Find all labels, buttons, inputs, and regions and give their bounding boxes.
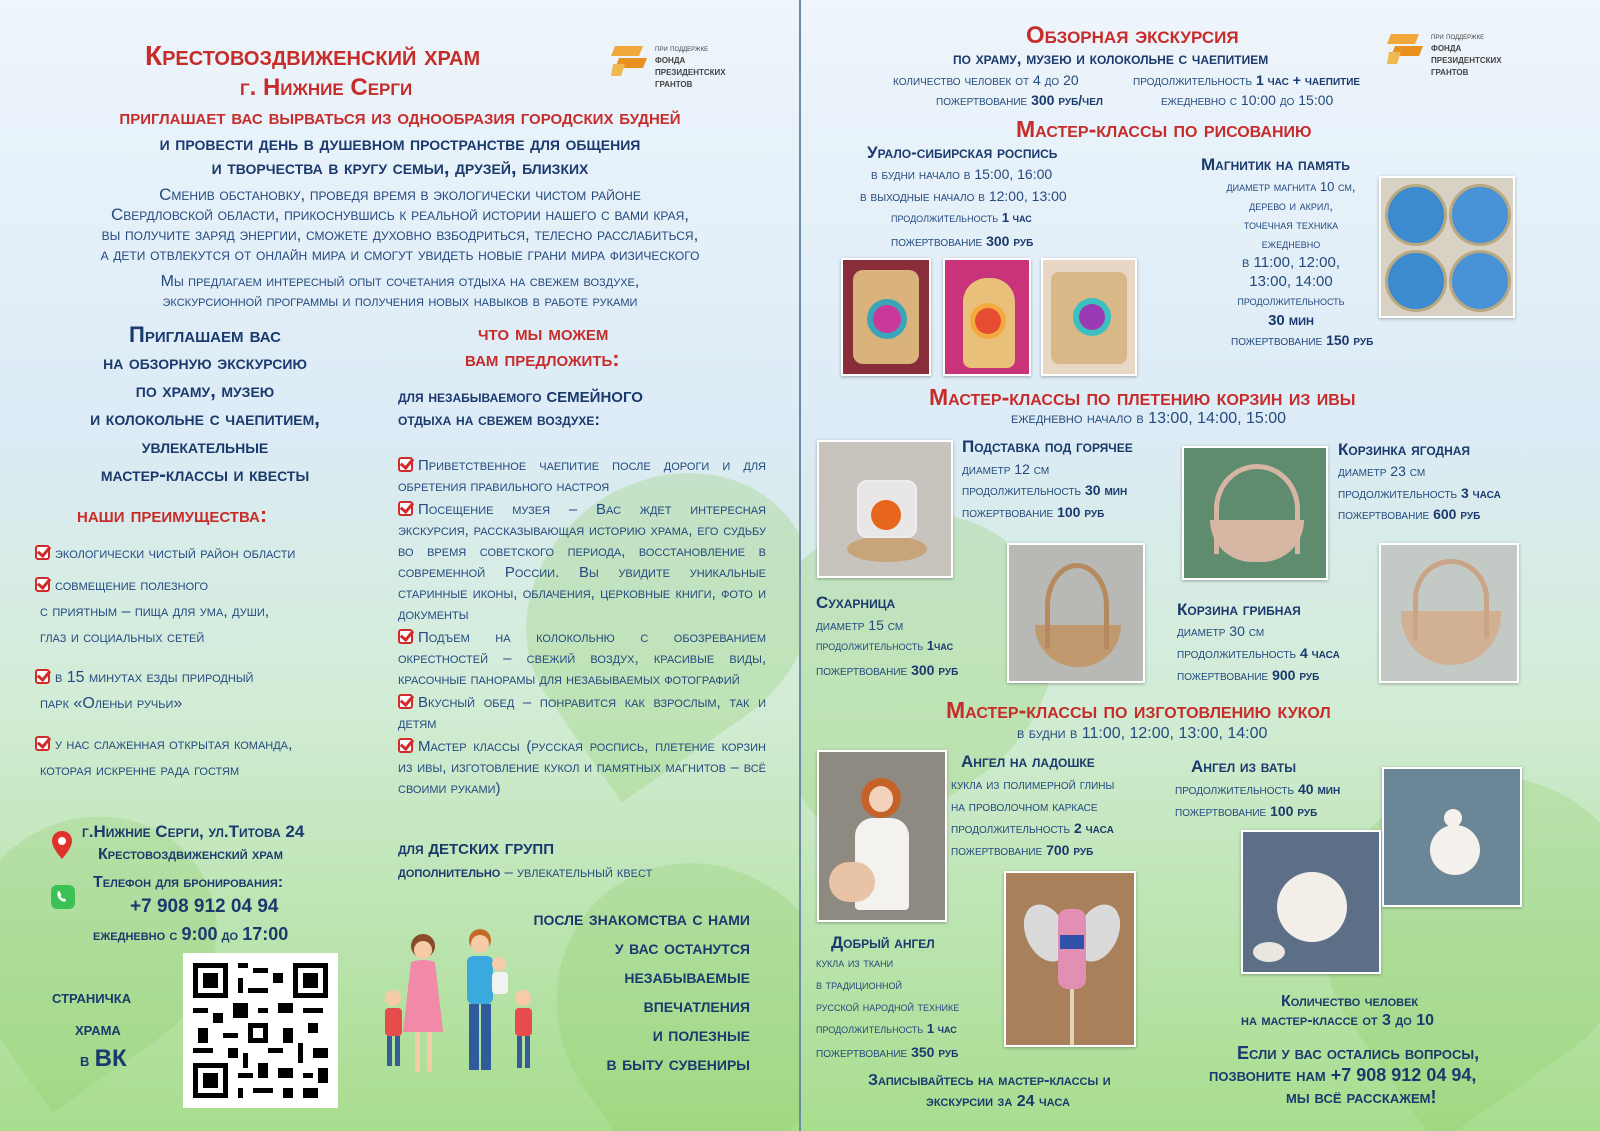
value-text: 40 мин (1297, 781, 1341, 797)
kind-angel-title: Добрый ангел (831, 933, 935, 952)
label-text: пожертвование (1175, 803, 1267, 819)
kids-groups-text: для (398, 839, 424, 858)
magnet-line: точечная техника (1243, 217, 1339, 232)
palm-angel-title: Ангел на ладошке (961, 752, 1095, 771)
hours-text: ежедневно с (93, 927, 178, 944)
offer-item (398, 499, 766, 625)
advantage-text: экологически чистый район области (55, 545, 296, 562)
label-text: пожертвование (891, 233, 983, 249)
label-text: продолжительность (1175, 781, 1295, 797)
location-pin-icon (50, 830, 74, 860)
vk-qr-code[interactable] (183, 953, 338, 1108)
kind-angel-info: в традиционной (816, 977, 902, 992)
doll-title: Мастер-классы по изготовлению кукол (946, 697, 1331, 723)
value-text: 1 час (926, 1021, 957, 1036)
invite-list-line: на обзорную экскурсию (103, 352, 307, 375)
offer-title: что мы можем (478, 320, 609, 345)
fund-text: при поддержке (1431, 31, 1485, 41)
mushroom-basket-title: Корзина грибная (1177, 600, 1301, 619)
contact-note: Если у вас остались вопросы, (1237, 1043, 1480, 1063)
hours-from: 9:00 (181, 924, 218, 944)
advantage-item (35, 577, 208, 595)
trivet-info (962, 482, 1127, 498)
intro-line: Сменив обстановку, проведя время в экологически чистом районе (159, 185, 641, 204)
invite-line: и творчества в кругу семьи, друзей, близких (211, 157, 589, 179)
whatsapp-phone-icon (50, 884, 76, 910)
ural-title: Урало-сибирская роспись (867, 143, 1058, 162)
tour-people: количество человек от 4 до 20 (893, 72, 1079, 88)
fund-text: президентских (1431, 53, 1502, 66)
offer-item (398, 692, 766, 734)
cotton-angel-info (1175, 781, 1340, 797)
trivet-info: диаметр 12 см (962, 461, 1050, 477)
offer-text: Вкусный обед – понравится как взрослым, так и детям (398, 694, 766, 732)
offer-subtitle: отдыха на свежем воздухе: (398, 410, 601, 429)
kids-note-bold: дополнительно (398, 864, 501, 881)
value-text: 700 руб (1046, 842, 1094, 858)
page-title: Крестовоздвиженский храм (145, 40, 481, 71)
basket-title: Мастер-классы по плетению корзин из ивы (929, 384, 1356, 410)
phone-number[interactable]: +7 908 912 04 94 (130, 896, 279, 917)
value-text: 300 руб/чел (1031, 92, 1103, 108)
vk-label: храма (75, 1019, 121, 1040)
value-text: 4 часа (1299, 645, 1340, 661)
contact-note[interactable]: позвоните нам +7 908 912 04 94, (1209, 1065, 1477, 1085)
advantage-text: которая искренне рада гостям (40, 762, 240, 779)
bread-basket-info (816, 639, 953, 654)
tour-price (936, 92, 1103, 108)
invite-list (35, 322, 375, 487)
bread-basket-photo (1007, 543, 1145, 683)
label-text: продолжительность (816, 1021, 924, 1036)
kids-groups (398, 836, 554, 860)
kind-angel-info: русской народной технике (816, 999, 960, 1014)
bread-basket-title: Сухарница (816, 593, 896, 612)
fund-text: грантов (1431, 66, 1469, 79)
cotton-angel-photo (1382, 767, 1522, 907)
label-text: пожертвование (1231, 332, 1323, 348)
magnet-line: диаметр магнита 10 см, (1226, 179, 1356, 194)
label-text: пожертвование (816, 662, 908, 678)
invite-list-line: и колокольне с чаепитием, (90, 408, 320, 431)
intro-line: экскурсионной программы и получения новых навыков в работе руками (162, 293, 638, 310)
value-text: 600 руб (1433, 506, 1481, 522)
label-text: продолжительность (891, 210, 999, 225)
closing-line: в быту сувениры (606, 1053, 750, 1075)
invite-list-line: по храму, музею (135, 380, 275, 403)
qr-code-icon (183, 953, 338, 1108)
offer-subtitle (398, 384, 643, 408)
offer-text: Подъем на колокольню с обозреванием окрестностей – свежий воздух, красивые виды, красочные панорамы для незабываемых фотографий (398, 629, 766, 688)
advantage-item (35, 736, 292, 754)
vk-label: страничка (52, 987, 132, 1008)
kids-groups-note (398, 864, 652, 881)
fund-logo-icon (1387, 32, 1423, 64)
fund-text: президентских (655, 65, 726, 78)
tour-subtitle: по храму, музею и колокольне с чаепитием (953, 49, 1269, 68)
ural-info (891, 211, 1032, 226)
family-illustration (375, 928, 550, 1078)
cotton-angels-photo (1241, 830, 1381, 974)
offer-item (398, 627, 766, 690)
cotton-angel-info (1175, 803, 1317, 819)
label-text: пожертвование (1177, 667, 1269, 683)
mushroom-basket-info (1177, 645, 1340, 661)
painted-board-photo (841, 258, 931, 376)
kind-angel-info (816, 1044, 958, 1060)
ural-info: в будни начало в 15:00, 16:00 (871, 166, 1053, 182)
offer-text: Посещение музея – Вас ждет интересная экскурсия, рассказывающая историю храма, его судьбу во время советского периода, восстановление в современной России. Вы увидите уникальные старинные иконы, облачения, церковные книги, фото и документы (398, 501, 766, 623)
magnets-photo (1379, 176, 1515, 318)
kind-angel-info: кукла из ткани (816, 955, 894, 970)
advantage-item (35, 669, 253, 687)
invite-list-line: мастер-классы и квесты (100, 464, 310, 487)
offer-subtitle-bold: семейного (546, 384, 643, 407)
fund-logo (655, 44, 726, 90)
address-street: г.Нижние Серги, ул.Титова 24 (82, 822, 305, 841)
fund-text: грантов (655, 78, 693, 91)
checkbox-icon (35, 577, 50, 592)
offer-subtitle-text: для незабываемого (398, 387, 542, 406)
contact-note: мы всё расскажем! (1286, 1087, 1437, 1107)
tour-duration (1133, 72, 1360, 88)
mushroom-basket-info: диаметр 30 см (1177, 623, 1265, 639)
trivet-title: Подставка под горячее (962, 437, 1133, 456)
label-text: продолжительность (1133, 72, 1253, 88)
closing-line: у вас останутся (614, 937, 750, 959)
polymer-angel-photo (817, 750, 947, 922)
kind-angel-info (816, 1022, 957, 1037)
painted-board-photo (1041, 258, 1137, 376)
value-text: 1 час + чаепитие (1255, 72, 1361, 88)
invite-list-line: Приглашаем вас (129, 322, 281, 347)
offer-text: Мастер классы (русская роспись, плетение корзин из ивы, изготовление кукол и памятных магнитов – всё своими руками) (398, 738, 766, 797)
value-text: 100 руб (1057, 504, 1105, 520)
magnet-line: продолжительность (1237, 293, 1345, 308)
berry-basket-photo (1182, 446, 1328, 580)
bread-basket-info (816, 662, 958, 678)
value-text: 2 часа (1073, 820, 1114, 836)
fund-logo-icon (611, 44, 647, 76)
checkbox-icon (398, 694, 413, 709)
fund-text: при поддержке (655, 43, 709, 53)
label-text: продолжительность (962, 482, 1082, 498)
hours-text: до (221, 927, 239, 944)
value-text: 300 руб (911, 662, 959, 678)
closing-line: незабываемые (624, 966, 750, 988)
magnet-line: 13:00, 14:00 (1249, 273, 1333, 290)
mushroom-basket-info (1177, 667, 1319, 683)
kids-note-text: – увлекательный квест (500, 864, 653, 881)
magnet-line: ежедневно (1261, 236, 1321, 251)
closing-line: впечатления (643, 995, 750, 1017)
berry-basket-title: Корзинка ягодная (1338, 440, 1471, 459)
offer-item (398, 736, 766, 799)
trivet-info (962, 504, 1104, 520)
intro-line: вы получите заряд энергии, сможете духовно взбодриться, телесно расслабиться, (101, 225, 699, 244)
berry-basket-info (1338, 485, 1501, 501)
value-text: 30 мин (1084, 482, 1128, 498)
invite-list-line: увлекательные (141, 436, 269, 459)
value-text: 150 руб (1326, 332, 1374, 348)
label-text: продолжительность (1177, 645, 1297, 661)
label-text: продолжительность (951, 820, 1071, 836)
offer-item (398, 455, 766, 497)
value-text: 1 час (1001, 210, 1032, 225)
advantage-text: в 15 минутах езды природный (55, 669, 254, 686)
opening-hours (93, 924, 288, 945)
value-text: 1час (926, 638, 954, 653)
label-text: пожертвование (951, 842, 1043, 858)
value-text: 300 руб (986, 233, 1034, 249)
signup-note: экскурсии за 24 часа (926, 1093, 1070, 1110)
tour-title: Обзорная экскурсия (1026, 22, 1239, 49)
magnet-info (1196, 177, 1386, 331)
intro-line: Мы предлагаем интересный опыт сочетания отдыха на свежем воздухе, (160, 273, 640, 290)
checkbox-icon (398, 738, 413, 753)
group-size: на мастер-классе от 3 до 10 (1241, 1012, 1435, 1029)
label-text: продолжительность (1338, 485, 1458, 501)
intro-line: Свердловской области, прикоснувшись к реальной истории нашего с вами края, (111, 205, 689, 224)
palm-angel-info (951, 820, 1114, 836)
invite-headline: приглашает вас вырваться из однообразия городских будней (119, 106, 681, 129)
page-divider (799, 0, 801, 1131)
kids-groups-bold: детских групп (428, 836, 554, 859)
magnet-title: Магнитик на память (1201, 155, 1350, 174)
advantage-text: с приятным – пища для ума, души, (40, 603, 270, 620)
closing-message (533, 905, 750, 1079)
checkbox-icon (398, 457, 413, 472)
invite-line: и провести день в душевном пространстве для общения (159, 133, 641, 155)
offers-list (398, 455, 766, 799)
checkbox-icon (398, 629, 413, 644)
trivet-photo (817, 440, 953, 578)
label-text: пожертвование (1338, 506, 1430, 522)
address-church: Крестовоздвиженский храм (98, 846, 283, 863)
fund-text: фонда (655, 53, 686, 66)
signup-note: Записывайтесь на мастер-классы и (868, 1072, 1111, 1089)
magnet-line: дерево и акрил, (1249, 198, 1333, 213)
advantage-text: глаз и социальных сетей (40, 629, 205, 646)
label-text: пожертвование (936, 92, 1028, 108)
advantages-title: наши преимущества: (77, 502, 268, 527)
value-text: 3 часа (1460, 485, 1501, 501)
closing-line: после знакомства с нами (533, 908, 750, 930)
offer-text: Приветственное чаепитие после дороги и для обретения правильного настроя (398, 457, 766, 495)
palm-angel-info: кукла из полимерной глины (951, 776, 1115, 792)
mushroom-basket-photo (1379, 543, 1519, 683)
value-text: 350 руб (911, 1044, 959, 1060)
magnet-line: в 11:00, 12:00, (1242, 254, 1340, 271)
ural-info (891, 233, 1033, 249)
intro-line: а дети отвлекутся от онлайн мира и смогут увидеть новые грани мира физического (100, 245, 700, 264)
value-text: 100 руб (1270, 803, 1318, 819)
berry-basket-info: диаметр 23 см (1338, 463, 1426, 479)
right-page (801, 0, 1600, 1131)
palm-angel-info: на проволочном каркасе (951, 798, 1098, 814)
checkbox-icon (35, 669, 50, 684)
tour-daily: ежедневно с 10:00 до 15:00 (1161, 92, 1334, 108)
vk-label (80, 1045, 127, 1073)
painting-title: Мастер-классы по рисованию (1016, 116, 1312, 142)
checkbox-icon (398, 501, 413, 516)
group-size: Количество человек (1281, 993, 1419, 1010)
offer-title: вам предложить: (465, 346, 620, 371)
doll-schedule: в будни в 11:00, 12:00, 13:00, 14:00 (1017, 725, 1268, 742)
bread-basket-info: диаметр 15 см (816, 617, 904, 633)
checkbox-icon (35, 545, 50, 560)
vk-label-text: в (80, 1050, 90, 1071)
ural-info: в выходные начало в 12:00, 13:00 (860, 188, 1067, 204)
fabric-angel-photo (1004, 871, 1136, 1047)
hours-to: 17:00 (242, 924, 289, 944)
advantage-text: у нас слаженная открытая команда, (55, 736, 293, 753)
page-subtitle: г. Нижние Серги (240, 74, 413, 101)
advantage-text: парк «Оленьи ручьи» (40, 695, 183, 712)
cotton-angel-title: Ангел из ваты (1191, 757, 1296, 776)
label-text: пожертвование (816, 1044, 908, 1060)
advantage-text: совмещение полезного (55, 577, 209, 594)
basket-schedule: ежедневно начало в 13:00, 14:00, 15:00 (1011, 410, 1287, 427)
label-text: пожертвование (962, 504, 1054, 520)
closing-line: и полезные (652, 1024, 750, 1046)
label-text: продолжительность (816, 638, 924, 653)
phone-label: Телефон для бронирования: (93, 874, 284, 891)
fund-text: фонда (1431, 41, 1462, 54)
magnet-duration: 30 мин (1268, 312, 1314, 329)
advantage-item (35, 545, 295, 563)
checkbox-icon (35, 736, 50, 751)
palm-angel-info (951, 842, 1093, 858)
vk-label-bold: ВК (94, 1045, 127, 1072)
value-text: 900 руб (1272, 667, 1320, 683)
berry-basket-info (1338, 506, 1480, 522)
fund-logo (1431, 32, 1502, 78)
painted-board-photo (943, 258, 1031, 376)
magnet-price (1231, 332, 1373, 348)
